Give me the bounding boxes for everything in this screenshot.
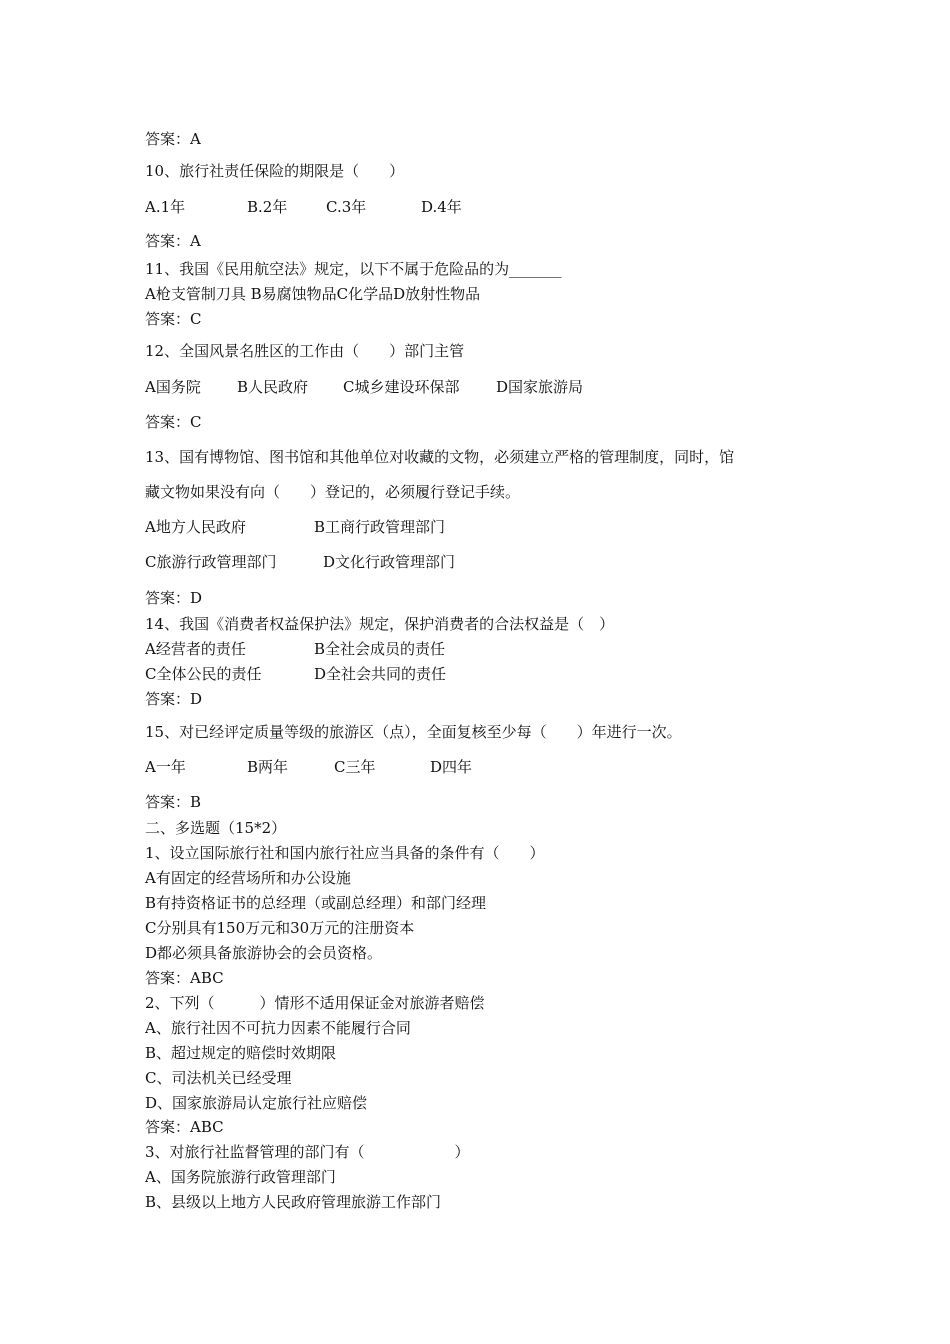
option-b: B、县级以上地方人民政府管理旅游工作部门 bbox=[145, 1193, 442, 1211]
option-d: D四年 bbox=[430, 758, 473, 776]
option-b: B两年 bbox=[247, 758, 289, 776]
option-d: D国家旅游局 bbox=[496, 378, 584, 396]
answer-line: 答案：ABC bbox=[145, 969, 224, 987]
question-11: 11、我国《民用航空法》规定，以下不属于危险品的为_______ bbox=[145, 260, 562, 278]
option-c: C城乡建设环保部 bbox=[343, 378, 460, 396]
option-d: D都必须具备旅游协会的会员资格。 bbox=[145, 944, 383, 962]
question-11-options: A枪支管制刀具 B易腐蚀物品C化学品D放射性物品 bbox=[145, 285, 481, 303]
option-a: A有固定的经营场所和办公设施 bbox=[145, 869, 351, 887]
option-d: D.4年 bbox=[421, 198, 462, 216]
option-a: A.1年 bbox=[145, 198, 186, 216]
option-d: D文化行政管理部门 bbox=[323, 553, 456, 571]
question-15: 15、对已经评定质量等级的旅游区（点），全面复核至少每（ ）年进行一次。 bbox=[145, 723, 682, 741]
option-d: D、国家旅游局认定旅行社应赔偿 bbox=[145, 1094, 368, 1112]
option-c: C旅游行政管理部门 bbox=[145, 553, 277, 571]
option-b: B工商行政管理部门 bbox=[314, 518, 446, 536]
option-c: C、司法机关已经受理 bbox=[145, 1069, 292, 1087]
option-a: A、旅行社因不可抗力因素不能履行合同 bbox=[145, 1019, 411, 1037]
question-13-line-1: 13、国有博物馆、图书馆和其他单位对收藏的文物，必须建立严格的管理制度，同时，馆 bbox=[145, 448, 735, 466]
question-10: 10、旅行社责任保险的期限是（ ） bbox=[145, 162, 405, 180]
multi-question-1: 1、设立国际旅行社和国内旅行社应当具备的条件有（ ） bbox=[145, 844, 545, 862]
option-d: D全社会共同的责任 bbox=[314, 665, 447, 683]
multi-question-3: 3、对旅行社监督管理的部门有（ ） bbox=[145, 1143, 470, 1161]
answer-line: 答案：A bbox=[145, 232, 201, 250]
section-heading: 二、多选题（15*2） bbox=[145, 819, 287, 837]
option-c: C全体公民的责任 bbox=[145, 665, 262, 683]
option-a: A经营者的责任 bbox=[145, 640, 246, 658]
option-a: A地方人民政府 bbox=[145, 518, 246, 536]
option-b: B全社会成员的责任 bbox=[314, 640, 446, 658]
answer-line: 答案：B bbox=[145, 793, 202, 811]
option-b: B、超过规定的赔偿时效期限 bbox=[145, 1044, 337, 1062]
multi-question-2: 2、下列（ ）情形不适用保证金对旅游者赔偿 bbox=[145, 994, 485, 1012]
question-12: 12、全国风景名胜区的工作由（ ）部门主管 bbox=[145, 342, 465, 360]
option-b: B有持资格证书的总经理（或副总经理）和部门经理 bbox=[145, 894, 487, 912]
option-a: A一年 bbox=[145, 758, 186, 776]
answer-line: 答案：C bbox=[145, 413, 202, 431]
option-c: C.3年 bbox=[326, 198, 367, 216]
question-14: 14、我国《消费者权益保护法》规定，保护消费者的合法权益是（ ） bbox=[145, 615, 615, 633]
option-b: B人民政府 bbox=[237, 378, 309, 396]
option-c: C分别具有150万元和30万元的注册资本 bbox=[145, 919, 415, 937]
answer-line: 答案：A bbox=[145, 130, 201, 148]
option-b: B.2年 bbox=[247, 198, 288, 216]
option-a: A国务院 bbox=[145, 378, 201, 396]
answer-line: 答案：ABC bbox=[145, 1118, 224, 1136]
question-13-line-2: 藏文物如果没有向（ ）登记的，必须履行登记手续。 bbox=[145, 483, 521, 501]
answer-line: 答案：D bbox=[145, 690, 203, 708]
option-c: C三年 bbox=[334, 758, 376, 776]
answer-line: 答案：C bbox=[145, 310, 202, 328]
answer-line: 答案：D bbox=[145, 589, 203, 607]
option-a: A、国务院旅游行政管理部门 bbox=[145, 1168, 336, 1186]
